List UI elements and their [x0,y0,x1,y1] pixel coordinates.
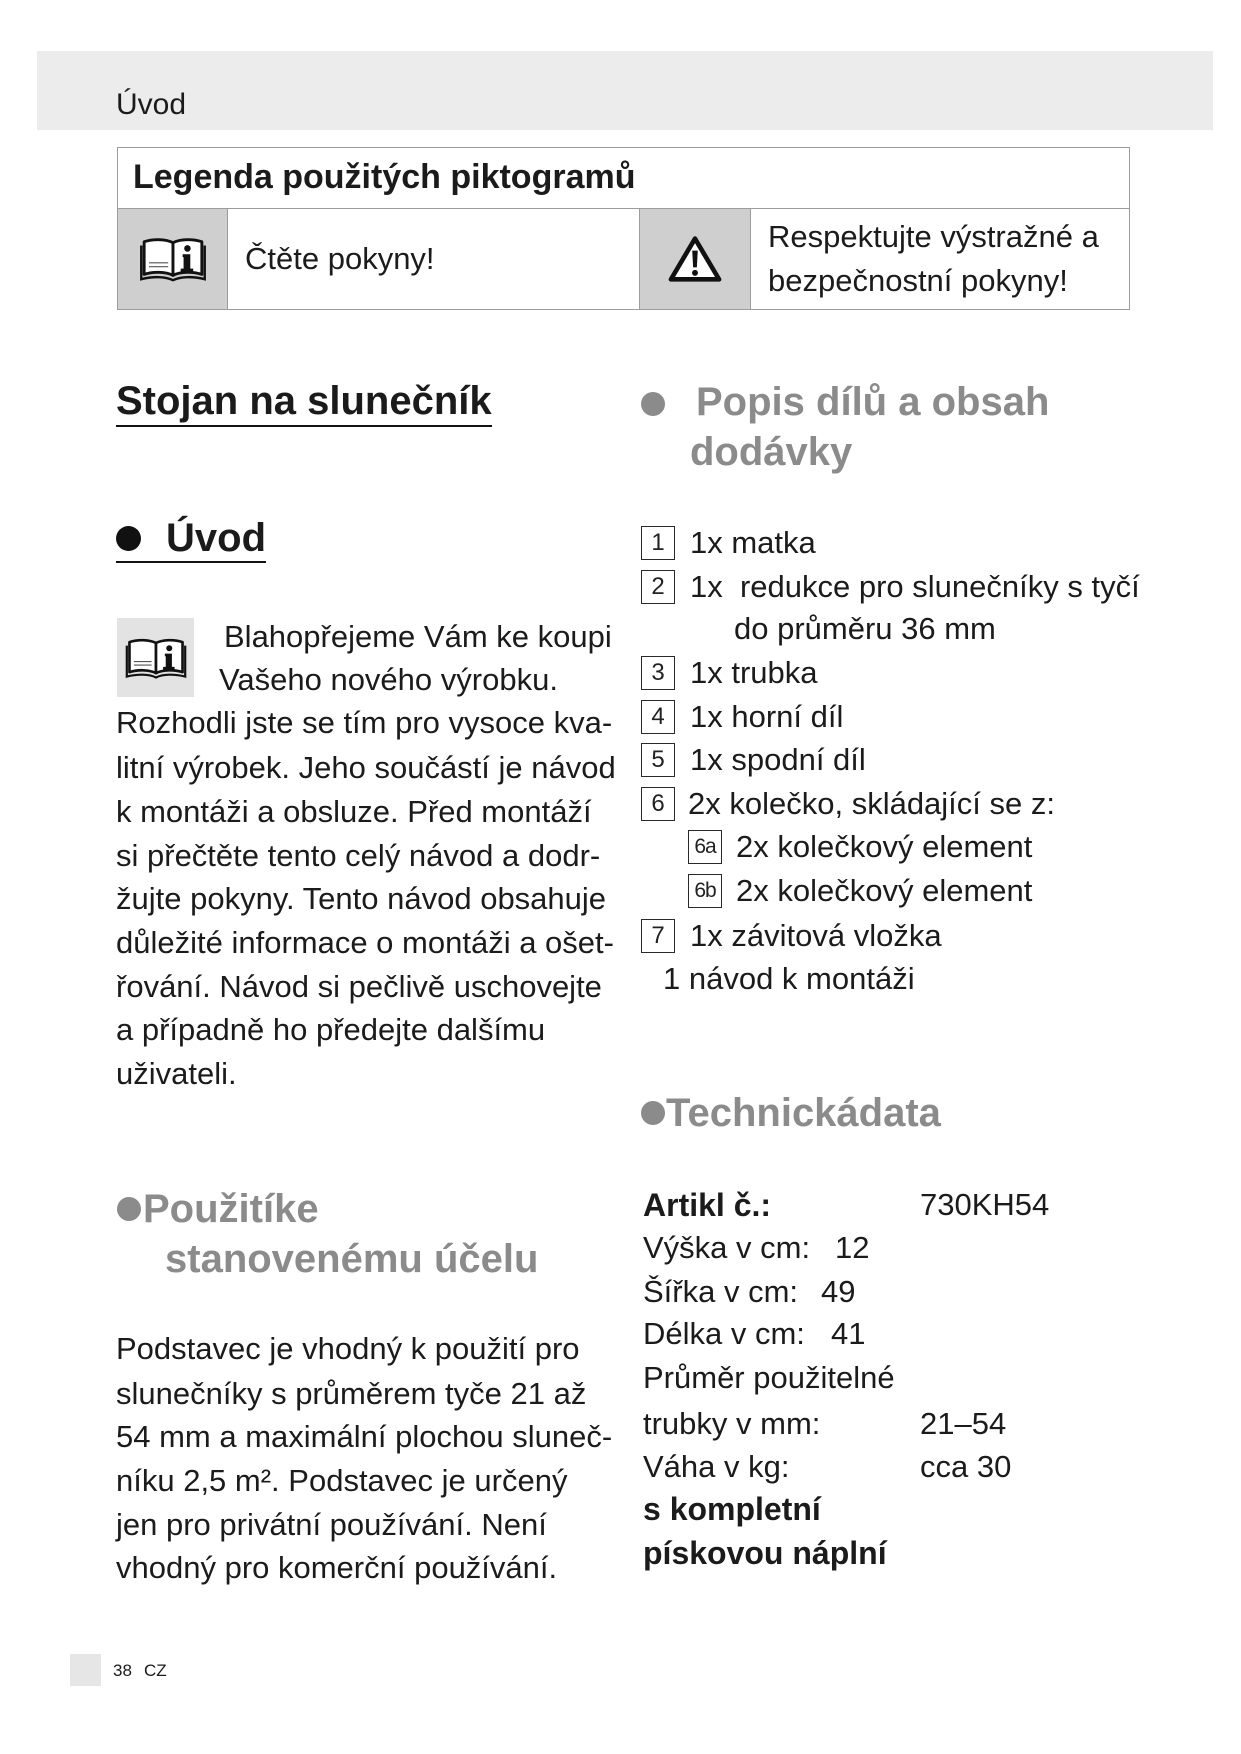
tech-label: Délka v cm: [643,1316,805,1351]
bullet-icon [641,392,665,416]
intro-line: a případně ho předejte dalšímu [116,1012,546,1047]
language-code: CZ [144,1661,167,1680]
read-instructions-text: Čtěte pokyny! [228,209,640,309]
manual-item-text: 1 návod k montáži [663,961,915,996]
part-number-box: 5 [641,743,675,777]
section-header-bar [37,51,1213,130]
tech-value: 21–54 [920,1406,1007,1441]
tech-value: 12 [835,1230,870,1265]
tech-value: 49 [821,1274,856,1309]
part-number-box: 1 [641,526,675,560]
part-subitem-text: 2x kolečkový element [736,829,1033,864]
tech-label: Výška v cm: [643,1230,811,1265]
legend-warning-icon-cell [640,209,751,309]
part-item-continuation: do průměru 36 mm [734,611,996,646]
info-book-icon [139,234,207,284]
safety-notes-line: bezpečnostní pokyny! [768,263,1068,298]
intended-use-heading: Použitíke [143,1187,319,1231]
page-number: 38 [113,1661,132,1680]
tech-value: cca 30 [920,1449,1012,1484]
part-item-text: 1x trubka [690,655,818,690]
intended-use-line: slunečníky s průměrem tyče 21 až [116,1376,587,1411]
intro-line: Rozhodli jste se tím pro vysoce kva- [116,705,613,740]
intro-info-icon-box [117,618,194,697]
bullet-icon [641,1101,665,1125]
part-number-box: 3 [641,656,675,690]
pictogram-legend-table [117,147,1130,310]
intended-use-line: níku 2,5 m². Podstavec je určený [116,1463,568,1498]
intro-heading [116,516,266,563]
parts-heading: dodávky [690,430,853,474]
intro-line: si přečtěte tento celý návod a dodr- [116,838,601,873]
part-subitem-number-box: 6a [688,830,722,864]
part-number-box: 6 [641,787,675,821]
tech-label: Průměr použitelné [643,1360,895,1395]
safety-notes-line: Respektujte výstražné a [768,219,1099,254]
tech-label: trubky v mm: [643,1406,821,1441]
tech-data-heading: Technickádata [666,1091,941,1135]
intro-heading-text: Úvod [166,516,266,560]
tech-value: 730KH54 [920,1187,1050,1222]
intended-use-line: Podstavec je vhodný k použití pro [116,1331,580,1366]
intro-line: důležité informace o montáži a ošet- [116,925,614,960]
part-item-text: 1x matka [690,525,816,560]
intro-line: k montáži a obsluze. Před montáží [116,794,592,829]
tech-note: s kompletní [643,1491,821,1527]
safety-notes-text [751,209,1129,309]
part-item-text: 1x spodní díl [690,742,866,777]
part-subitem-text: 2x kolečkový element [736,873,1033,908]
bullet-icon [117,1197,141,1221]
product-title-text: Stojan na slunečník [116,379,492,423]
intended-use-heading: stanovenému účelu [165,1237,539,1281]
intro-line: uživateli. [116,1056,237,1091]
intro-line: řování. Návod si pečlivě uschovejte [116,969,602,1004]
part-number-box: 4 [641,700,675,734]
intended-use-line: vhodný pro komerční používání. [116,1550,558,1585]
legend-title: Legenda použitých piktogramů [118,148,1129,209]
intended-use-line: 54 mm a maximální plochou sluneč- [116,1419,613,1454]
part-item-text: 1x horní díl [690,699,844,734]
part-item-text: 1x závitová vložka [690,918,942,953]
footer-marker [70,1654,101,1686]
legend-row [118,209,1129,309]
part-number-box: 7 [641,919,675,953]
legend-info-icon-cell [118,209,228,309]
tech-note: pískovou náplní [643,1535,887,1571]
intended-use-line: jen pro privátní používání. Není [116,1507,547,1542]
tech-label: Váha v kg: [643,1449,790,1484]
tech-label: Artikl č.: [643,1187,772,1223]
warning-triangle-icon [667,234,723,284]
part-number-box: 2 [641,570,675,604]
section-header-title: Úvod [116,88,187,121]
info-book-icon [125,635,187,681]
intro-line: Blahopřejeme Vám ke koupi [224,619,612,654]
intro-line: litní výrobek. Jeho součástí je návod [116,750,616,785]
tech-label: Šířka v cm: [643,1274,799,1309]
intro-line: žujte pokyny. Tento návod obsahuje [116,881,607,916]
parts-heading: Popis dílů a obsah [696,380,1050,424]
tech-value: 41 [831,1316,866,1351]
bullet-icon [116,526,141,551]
part-item-text: 1x redukce pro slunečníky s tyčí [690,569,1140,604]
part-subitem-number-box: 6b [688,874,722,908]
product-title [116,377,492,427]
intro-line: Vašeho nového výrobku. [219,662,558,697]
part-item-text: 2x kolečko, skládající se z: [688,786,1055,821]
